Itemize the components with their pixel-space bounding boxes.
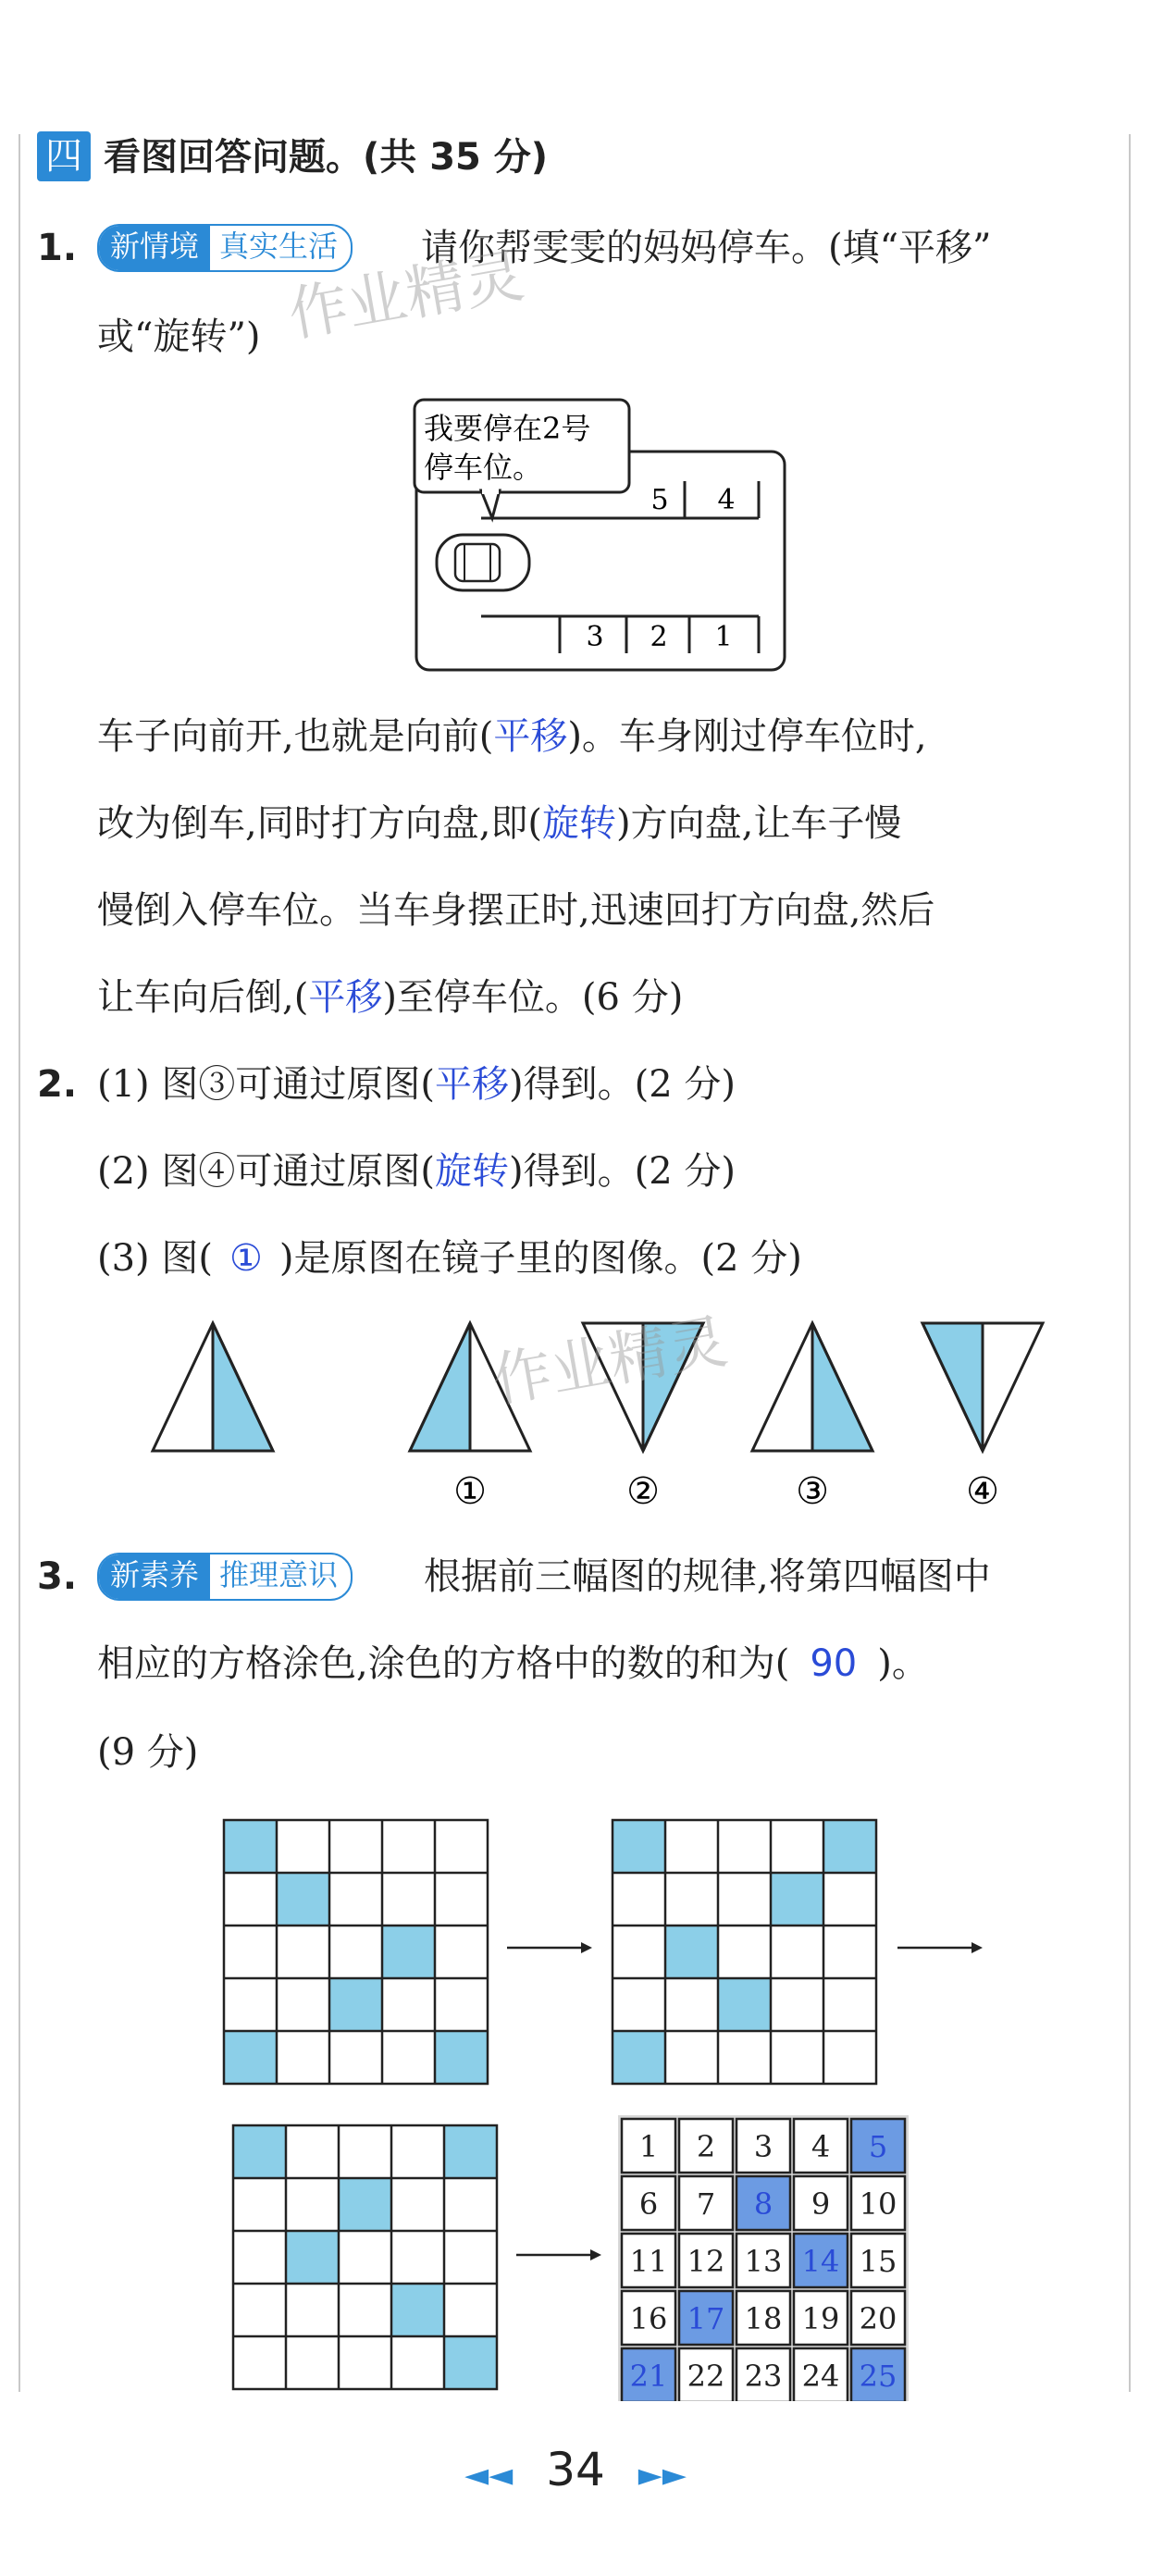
q2-sub1: (1) 图③可通过原图(平移)得到。(2 分) <box>97 1063 736 1106</box>
triangle-1 <box>410 1323 530 1451</box>
grid-cell-number: 20 <box>859 2301 897 2336</box>
grid-cell-number: 1 <box>638 2129 659 2164</box>
section-badge: 四 <box>37 131 91 181</box>
q1-number: 1. <box>37 227 78 269</box>
triangle-3 <box>752 1323 873 1451</box>
spot-5: 5 <box>650 484 669 516</box>
original-triangle <box>153 1323 273 1451</box>
speech-line1: 我要停在2号 <box>424 411 591 446</box>
q1-text-line4: 让车向后倒,(平移)至停车位。(6 分) <box>97 976 684 1019</box>
spot-2: 2 <box>650 621 668 653</box>
q1-prompt-line1: 请你帮雯雯的妈妈停车。(填“平移” <box>421 227 992 269</box>
spot-4: 4 <box>717 484 736 516</box>
grid-2 <box>613 1820 876 2084</box>
grid-cell-number: 21 <box>629 2359 668 2394</box>
left-margin-line <box>19 134 20 2392</box>
q1-answer3: 平移 <box>308 976 383 1019</box>
q1-tag-sub: 真实生活 <box>219 229 339 264</box>
page-footer <box>0 2443 1151 2496</box>
grid-cell-number: 11 <box>629 2244 668 2279</box>
q3-line3: (9 分) <box>97 1731 199 1774</box>
car-icon <box>437 535 529 590</box>
arrow-2 <box>897 1942 983 1953</box>
grid-cell-number: 25 <box>859 2359 897 2394</box>
grid-cell-number: 16 <box>629 2301 668 2336</box>
q1-tag <box>97 224 353 272</box>
grid-cell-number: 7 <box>696 2186 716 2222</box>
grid-cell-number: 9 <box>811 2186 831 2222</box>
q1-text-line3: 慢倒入停车位。当车身摆正时,迅速回打方向盘,然后 <box>97 889 935 932</box>
grid-cell-number: 24 <box>801 2359 840 2394</box>
q3-line2: 相应的方格涂色,涂色的方格中的数的和为( 90 )。 <box>97 1642 929 1685</box>
grid-cell-number: 3 <box>753 2129 774 2164</box>
page-number: 34 <box>546 2443 605 2496</box>
speech-bubble <box>415 400 629 518</box>
grid-cell-number: 17 <box>687 2301 725 2336</box>
label-3: ③ <box>796 1470 829 1513</box>
arrow-1 <box>507 1942 592 1953</box>
grid-cell-number: 10 <box>859 2186 897 2222</box>
q1-answer2: 旋转 <box>542 802 617 845</box>
q2-number: 2. <box>37 1063 78 1106</box>
grid-cell-number: 22 <box>687 2359 725 2394</box>
speech-line2: 停车位。 <box>424 450 543 485</box>
grid-cell-number: 23 <box>744 2359 783 2394</box>
grid-cell-number: 4 <box>811 2129 831 2164</box>
q2-sub2-answer: 旋转 <box>434 1150 509 1193</box>
q2-triangle-figures <box>139 1314 1046 1527</box>
triangle-2 <box>583 1323 703 1451</box>
q3-grid-figures <box>213 1809 1027 2401</box>
next-page-icon[interactable]: ►► <box>637 2457 687 2494</box>
grid-cell-number: 13 <box>744 2244 783 2279</box>
grid-cell-number: 19 <box>801 2301 840 2336</box>
label-4: ④ <box>966 1470 999 1513</box>
q2-sub3-answer: ① <box>229 1237 263 1280</box>
grid-cell-number: 12 <box>687 2244 725 2279</box>
q2-sub1-answer: 平移 <box>434 1063 509 1106</box>
grid-cell-number: 5 <box>868 2129 888 2164</box>
arrow-3 <box>516 2249 601 2260</box>
q1-tag-main: 新情境 <box>99 226 210 270</box>
q2-sub2: (2) 图④可通过原图(旋转)得到。(2 分) <box>97 1150 736 1193</box>
q3-tag-main: 新素养 <box>99 1554 210 1599</box>
q3-tag-sub: 推理意识 <box>219 1557 339 1592</box>
grid-3 <box>233 2125 497 2389</box>
right-margin-line <box>1129 134 1131 2392</box>
spot-1: 1 <box>714 621 733 653</box>
spot-3: 3 <box>586 621 604 653</box>
q1-answer1: 平移 <box>493 715 568 758</box>
q3-tag <box>97 1553 353 1601</box>
parking-figure <box>407 398 796 675</box>
grid-cell-number: 6 <box>638 2186 659 2222</box>
grid-cell-number: 18 <box>744 2301 783 2336</box>
section-title: 看图回答问题。(共 35 分) <box>104 136 549 179</box>
q1-prompt-line2: 或“旋转”) <box>97 316 261 358</box>
label-1: ① <box>453 1470 487 1513</box>
q1-text-line2: 改为倒车,同时打方向盘,即(旋转)方向盘,让车子慢 <box>97 802 902 845</box>
grid-cell-number: 8 <box>753 2186 774 2222</box>
prev-page-icon[interactable]: ◄◄ <box>464 2457 514 2494</box>
grid-cell-number: 15 <box>859 2244 897 2279</box>
q3-answer: 90 <box>810 1642 858 1685</box>
grid-cell-number: 14 <box>801 2244 840 2279</box>
q1-text-line1: 车子向前开,也就是向前(平移)。车身刚过停车位时, <box>97 715 927 758</box>
q3-line1: 根据前三幅图的规律,将第四幅图中 <box>424 1555 991 1598</box>
q2-sub3: (3) 图( ① )是原图在镜子里的图像。(2 分) <box>97 1237 802 1280</box>
triangle-4 <box>922 1323 1043 1451</box>
numbered-grid <box>618 2115 909 2401</box>
grid-cell-number: 2 <box>696 2129 716 2164</box>
watermark-2: 作业精灵 <box>487 1307 733 1417</box>
label-2: ② <box>626 1470 660 1513</box>
grid-1 <box>224 1820 488 2084</box>
watermark-1: 作业精灵 <box>283 242 529 351</box>
q3-number: 3. <box>37 1555 78 1598</box>
